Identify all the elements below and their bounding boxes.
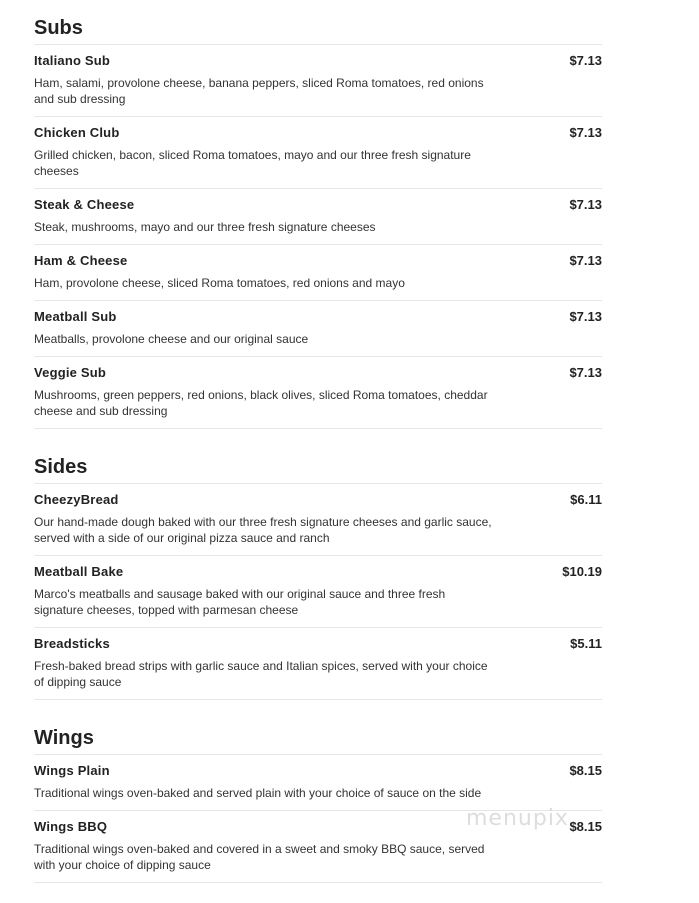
item-price: $10.19 [562,564,602,579]
item-name: Wings BBQ [34,819,108,834]
item-description: Meatballs, provolone cheese and our original sauce [34,332,309,346]
menu-item[interactable] [34,556,602,628]
menu-item[interactable] [34,755,602,811]
section-title: Subs [34,14,602,45]
section-subs [34,14,602,429]
item-name: Steak & Cheese [34,197,135,212]
menu-item[interactable] [34,628,602,700]
item-description: Mushrooms, green peppers, red onions, black olives, sliced Roma tomatoes, cheddar cheese and sub dressing [34,388,488,418]
menu-item[interactable] [34,357,602,429]
item-name: CheezyBread [34,492,119,507]
menu-item[interactable] [34,189,602,245]
item-name: Veggie Sub [34,365,107,380]
menu-item[interactable] [34,45,602,117]
menu-item[interactable] [34,301,602,357]
item-name: Breadsticks [34,636,110,651]
item-price: $6.11 [570,492,602,507]
item-price: $5.11 [570,636,602,651]
watermark-logo: menupix [466,806,569,831]
item-name: Meatball Sub [34,309,117,324]
menu [34,0,602,883]
item-price: $7.13 [569,197,602,212]
section-title: Sides [34,453,602,484]
item-description: Traditional wings oven-baked and served plain with your choice of sauce on the side [34,786,482,800]
menu-item[interactable] [34,245,602,301]
item-description: Fresh-baked bread strips with garlic sauce and Italian spices, served with your choice of dipping sauce [34,659,488,689]
section-title: Wings [34,724,602,755]
item-description: Marco's meatballs and sausage baked with our original sauce and three fresh signature cheeses, topped with parmesan cheese [34,587,446,617]
item-price: $7.13 [569,365,602,380]
item-price: $7.13 [569,53,602,68]
item-name: Chicken Club [34,125,120,140]
item-price: $8.15 [569,819,602,834]
item-description: Ham, salami, provolone cheese, banana peppers, sliced Roma tomatoes, red onions and sub dressing [34,76,484,106]
item-description: Traditional wings oven-baked and covered in a sweet and smoky BBQ sauce, served with your choice of dipping sauce [34,842,485,872]
item-description: Grilled chicken, bacon, sliced Roma tomatoes, mayo and our three fresh signature cheeses [34,148,471,178]
item-description: Ham, provolone cheese, sliced Roma tomatoes, red onions and mayo [34,276,405,290]
item-description: Our hand-made dough baked with our three fresh signature cheeses and garlic sauce, served with a side of our original pizza sauce and ranch [34,515,492,545]
item-name: Italiano Sub [34,53,111,68]
menu-item[interactable] [34,117,602,189]
section-sides [34,453,602,700]
menu-item[interactable] [34,484,602,556]
section-wings [34,724,602,883]
item-name: Ham & Cheese [34,253,128,268]
item-price: $7.13 [569,253,602,268]
menu-item[interactable] [34,811,602,883]
item-name: Meatball Bake [34,564,124,579]
item-price: $7.13 [569,309,602,324]
item-price: $8.15 [569,763,602,778]
item-price: $7.13 [569,125,602,140]
item-description: Steak, mushrooms, mayo and our three fresh signature cheeses [34,220,376,234]
item-name: Wings Plain [34,763,110,778]
